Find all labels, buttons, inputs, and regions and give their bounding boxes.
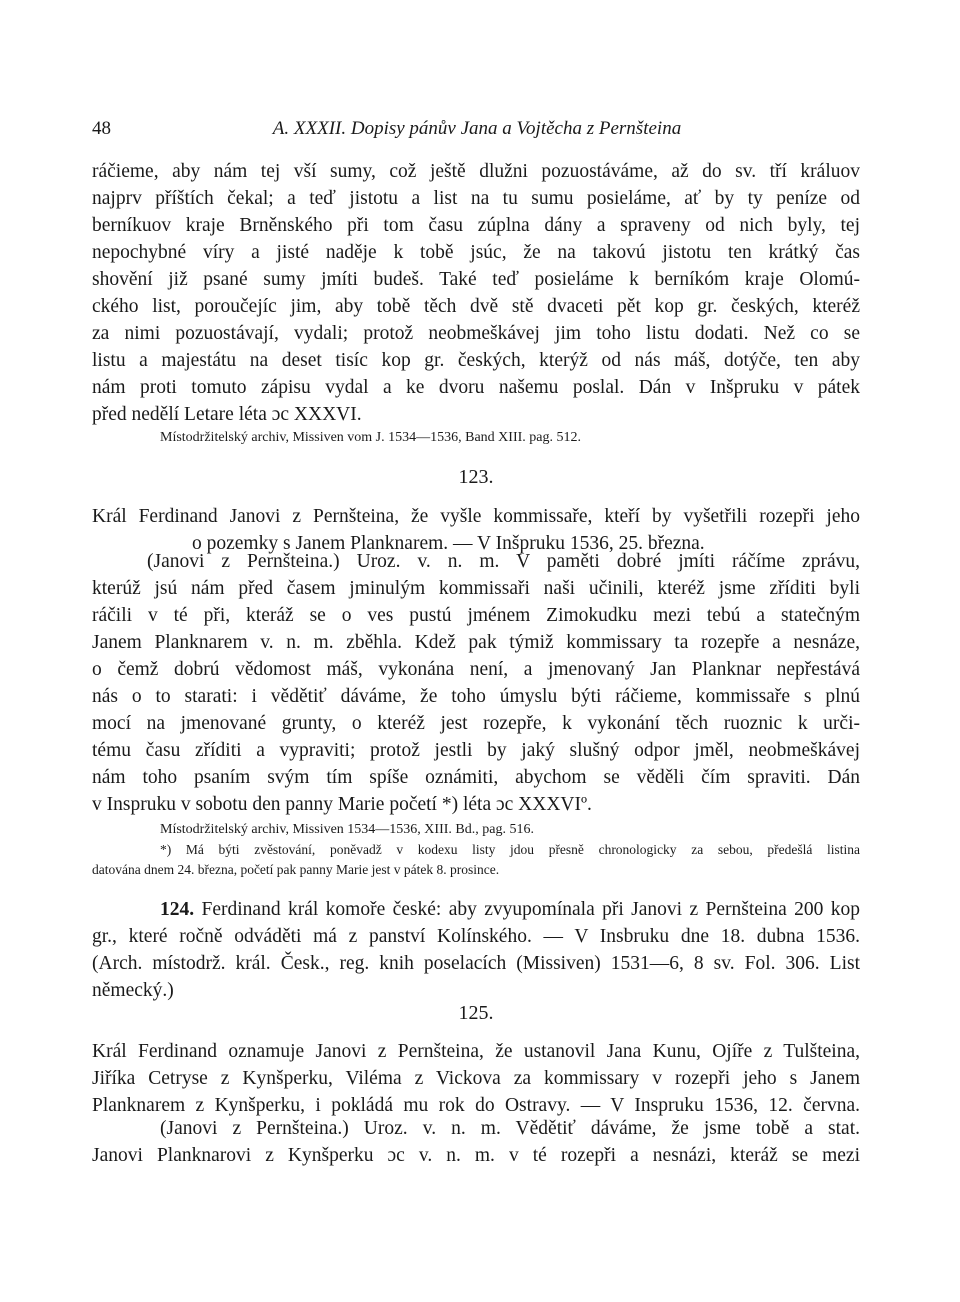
regest-line: německý.): [92, 980, 174, 1001]
page-number: 48: [92, 118, 111, 139]
text-line: před nedělí Letare léta ɔc XXXVI.: [92, 404, 362, 425]
source-note: Místodržitelský archiv, Missiven vom J. 1534—1536, Band XIII. pag. 512.: [160, 430, 581, 445]
document-number: 125.: [458, 1002, 494, 1024]
regest-text: Ferdinand král komoře české: aby zvyupomínala při Janovi z Pernšteina 200 kop: [194, 899, 860, 920]
text-line: ráčili v té při, kteráž se o ves pustú jménem Zimokudku mezi tebú a statečným: [92, 605, 860, 626]
text-line: najprv příštích čekal; a teď jistotu a list na tu sumu posieláme, ať by ty peníze od: [92, 188, 860, 209]
summary-line: Král Ferdinand Janovi z Pernšteina, že vyšle kommissaře, kteří by vyšetřili rozepři jeho: [92, 506, 860, 527]
text-line: listu a majestátu na deset tisíc kop gr. českých, kterýž od nás máš, dotýče, ten aby: [92, 350, 860, 371]
summary-line: o pozemky s Janem Planknarem. — V Inšpruku 1536, 25. března.: [192, 533, 705, 554]
text-line: nám proti tomuto zápisu vydal a ke dvoru našemu poslal. Dán v Inšpruku v pátek: [92, 377, 860, 398]
document-number: 123.: [458, 466, 494, 488]
footnote-line: *) Má býti zvěstování, poněvadž v kodexu listy jdou přesně chronologicky za sebou, předešlá listina: [160, 842, 860, 857]
text-line: v Inspruku v sobotu den panny Marie početí *) léta ɔc XXXVIº.: [92, 794, 592, 815]
text-line: nepochybné víry a jisté naděje k tobě jsúc, že na takovú jistotu ten krátký čas: [92, 242, 860, 263]
regest-line: [92, 896, 860, 923]
text-line: mocí na jmenované grunty, o kteréž jest rozepře, k vykonání těch ruoznic k urči-: [92, 713, 860, 734]
text-line: ráčieme, aby nám tej vší sumy, což ještě dlužni pozuostáváme, až do sv. tří králuov: [92, 161, 860, 182]
source-note: Místodržitelský archiv, Missiven 1534—1536, XIII. Bd., pag. 516.: [160, 822, 534, 837]
letter-continuation: [92, 158, 860, 425]
text-line: nás o to starati: i vědětiť dáváme, že toho úmyslu býti ráčieme, kommissaře s plnú: [92, 686, 860, 707]
footnote-line: datována dnem 24. března, početí pak panny Marie jest v pátek 8. prosince.: [92, 862, 500, 877]
text-line: shovění již psané sumy jmíti budeš. Také teď posieláme k berníkóm kraje Olomú-: [92, 269, 860, 290]
running-header: [92, 118, 862, 144]
text-line: tému času zříditi a vypraviti; protož jestli by jaký slušný odpor jměl, neobmeškávej: [92, 740, 860, 761]
text-line: nám toho psaním svým tím spíše oznámiti, abychom se věděli čím spraviti. Dán: [92, 767, 860, 788]
document-summary: [92, 1038, 860, 1116]
text-line: (Janovi z Pernšteina.) Uroz. v. n. m. Vědětiť dáváme, že jsme tobě a stat.: [160, 1118, 860, 1139]
text-line: ckého list, poroučejíc jim, aby tobě těch dvě stě dvaceti pět kop gr. českých, kteréž: [92, 296, 860, 317]
document-summary: [92, 503, 860, 554]
footnote: [92, 840, 860, 880]
text-line: o čemž dobrú vědomost máš, vykonána není, a jmenovaný Jan Planknar nepřestává: [92, 659, 860, 680]
text-line: Janovi Planknarovi z Kynšperku ɔc v. n. m. v té rozepři a nesnázi, kteráž se mezi: [92, 1145, 860, 1166]
document-regest: [92, 896, 860, 1001]
document-number: 124.: [160, 899, 195, 920]
text-line: za nimi pozuostávají, vydali; protož neobmeškávej jim toho listu dodati. Než co se: [92, 323, 860, 344]
text-line: Janem Planknarem v. n. m. zběhla. Kdež pak týmiž kommissary ta rozepře a nesnáze,: [92, 632, 860, 653]
text-line: kterúž jsú nám před časem jminulým kommissaři naši učinili, kteréž jsme zříditi byli: [92, 578, 860, 599]
summary-line: Král Ferdinand oznamuje Janovi z Pernšteina, že ustanovil Jana Kunu, Ojíře z Tulšteina,: [92, 1041, 860, 1062]
regest-line: gr., které ročně odváděti má z panství Kolínského. — V Insbruku dne 18. dubna 1536.: [92, 926, 860, 947]
text-line: berníkuov kraje Brněnského při tom času zúplna dány a spraveny od nich byly, tej: [92, 215, 860, 236]
summary-line: Jiříka Cetryse z Kynšperku, Viléma z Vickova za kommissary v rozepři jeho s Janem: [92, 1068, 860, 1089]
text-line: (Janovi z Pernšteina.) Uroz. v. n. m. V paměti dobré jmíti ráčíme zprávu,: [147, 551, 860, 572]
running-title: A. XXXII. Dopisy pánův Jana a Vojtěcha z Pernšteina: [272, 118, 682, 139]
document-text: [92, 548, 860, 815]
regest-line: (Arch. místodrž. král. Česk., reg. knih poselacích (Missiven) 1531—6, 8 sv. Fol. 306. List: [92, 953, 860, 974]
document-text: [92, 1115, 860, 1166]
summary-line: Planknarem z Kynšperku, i pokládá mu rok do Ostravy. — V Inspruku 1536, 12. června.: [92, 1095, 860, 1116]
